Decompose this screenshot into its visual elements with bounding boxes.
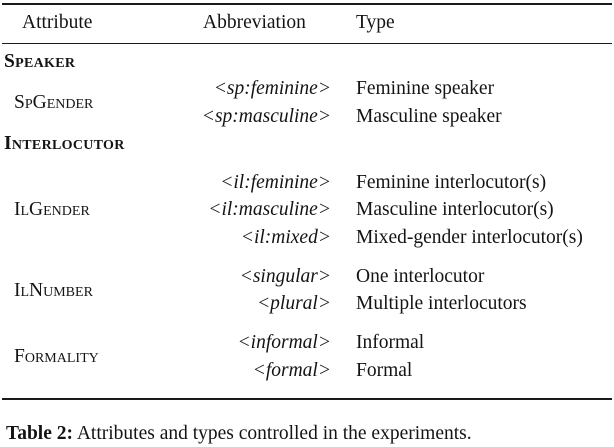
table-row xyxy=(0,330,614,356)
abbreviation-cell: <il:mixed> xyxy=(240,227,331,248)
table-row xyxy=(0,358,614,384)
abbreviation-cell: <formal> xyxy=(252,360,331,381)
type-cell: Masculine speaker xyxy=(356,106,502,127)
abbreviation-cell: <informal> xyxy=(237,332,331,353)
table-top-rule xyxy=(2,3,612,5)
table-row xyxy=(0,225,614,251)
section-title-interlocutor: Interlocutor xyxy=(4,133,125,154)
abbreviation-cell: <singular> xyxy=(239,266,331,287)
table-caption xyxy=(6,421,472,447)
type-cell: Mixed-gender interlocutor(s) xyxy=(356,227,583,248)
header-abbreviation: Abbreviation xyxy=(203,12,306,33)
abbreviation-cell: <sp:feminine> xyxy=(213,78,331,99)
section-title-speaker: Speaker xyxy=(4,51,76,72)
type-cell: Informal xyxy=(356,332,425,353)
abbreviation-cell: <sp:masculine> xyxy=(201,106,331,127)
attribute-name-spgender: SpGender xyxy=(14,92,94,113)
table-header-rule xyxy=(2,43,612,44)
table-bottom-rule xyxy=(2,398,612,400)
caption-text: Attributes and types controlled in the experiments. xyxy=(76,423,472,444)
abbreviation-cell: <il:masculine> xyxy=(208,199,331,220)
attribute-name-ilnumber: IlNumber xyxy=(14,280,93,301)
type-cell: Multiple interlocutors xyxy=(356,293,527,314)
table-row xyxy=(0,170,614,196)
caption-label: Table 2: xyxy=(6,423,74,444)
attribute-name-formality: Formality xyxy=(14,346,99,367)
table-row xyxy=(0,197,614,223)
type-cell: Masculine interlocutor(s) xyxy=(356,199,554,220)
abbreviation-cell: <il:feminine> xyxy=(220,172,331,193)
table-row xyxy=(0,264,614,290)
header-attribute: Attribute xyxy=(22,12,93,33)
type-cell: Formal xyxy=(356,360,413,381)
table-row xyxy=(0,104,614,130)
type-cell: Feminine speaker xyxy=(356,78,495,99)
type-cell: One interlocutor xyxy=(356,266,485,287)
header-type: Type xyxy=(356,12,395,33)
type-cell: Feminine interlocutor(s) xyxy=(356,172,547,193)
table-row xyxy=(0,76,614,102)
table-row xyxy=(0,291,614,317)
attribute-name-ilgender: IlGender xyxy=(14,199,90,220)
table-header-row xyxy=(0,10,614,36)
abbreviation-cell: <plural> xyxy=(257,293,331,314)
